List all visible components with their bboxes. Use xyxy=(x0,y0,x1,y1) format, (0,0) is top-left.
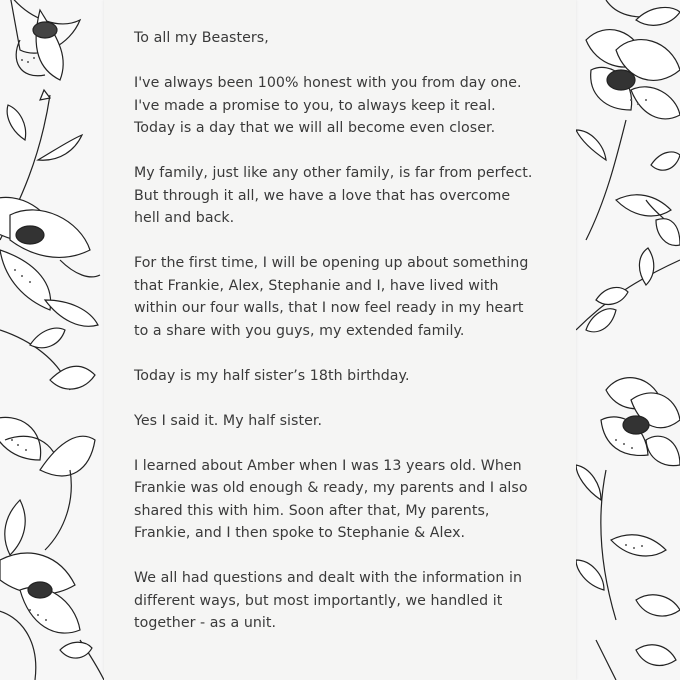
magnolia-illustration-left xyxy=(0,0,104,680)
letter-greeting xyxy=(134,27,564,50)
letter-paragraph xyxy=(134,365,564,388)
letter-paragraph xyxy=(134,410,564,433)
letter-paragraph xyxy=(134,567,564,635)
paragraph-line: I learned about Amber when I was 13 years old. When xyxy=(134,457,522,474)
greeting-line: To all my Beasters, xyxy=(134,30,269,46)
paragraph-line: that Frankie, Alex, Stephanie and I, have lived with xyxy=(134,277,499,294)
magnolia-illustration-right xyxy=(576,0,680,680)
paragraph-line: But through it all, we have a love that has overcome xyxy=(134,187,511,204)
paragraph-line: My family, just like any other family, is far from perfect. xyxy=(134,165,533,181)
paragraph-line: Today is a day that we will all become even closer. xyxy=(134,120,496,136)
paragraph-line: to a share with you guys, my extended family. xyxy=(134,322,465,339)
letter-paragraph xyxy=(134,252,564,342)
paragraph-line: shared this with him. Soon after that, My parents, xyxy=(134,502,490,519)
paragraph-line: I've always been 100% honest with you from day one. xyxy=(134,75,522,91)
letter-paper xyxy=(104,0,576,680)
paragraph-line: For the first time, I will be opening up about something xyxy=(134,255,529,271)
paragraph-line: together - as a unit. xyxy=(134,615,277,631)
letter-paragraph xyxy=(134,72,564,140)
paragraph-line: hell and back. xyxy=(134,210,235,226)
floral-border-right xyxy=(576,0,680,680)
letter-paragraph xyxy=(134,455,564,545)
paragraph-line: Today is my half sister’s 18th birthday. xyxy=(134,367,410,384)
letter-paragraph xyxy=(134,162,564,230)
paragraph-line: We all had questions and dealt with the information in xyxy=(134,570,522,586)
letter-body xyxy=(134,27,564,657)
paragraph-line: I've made a promise to you, to always keep it real. xyxy=(134,97,496,114)
paragraph-line: within our four walls, that I now feel ready in my heart xyxy=(134,300,524,316)
paragraph-line: Frankie was old enough & ready, my parents and I also xyxy=(134,480,528,496)
floral-border-left xyxy=(0,0,104,680)
paragraph-line: Yes I said it. My half sister. xyxy=(134,412,323,429)
paragraph-line: different ways, but most importantly, we handled it xyxy=(134,592,503,609)
paragraph-line: Frankie, and I then spoke to Stephanie & Alex. xyxy=(134,525,466,541)
